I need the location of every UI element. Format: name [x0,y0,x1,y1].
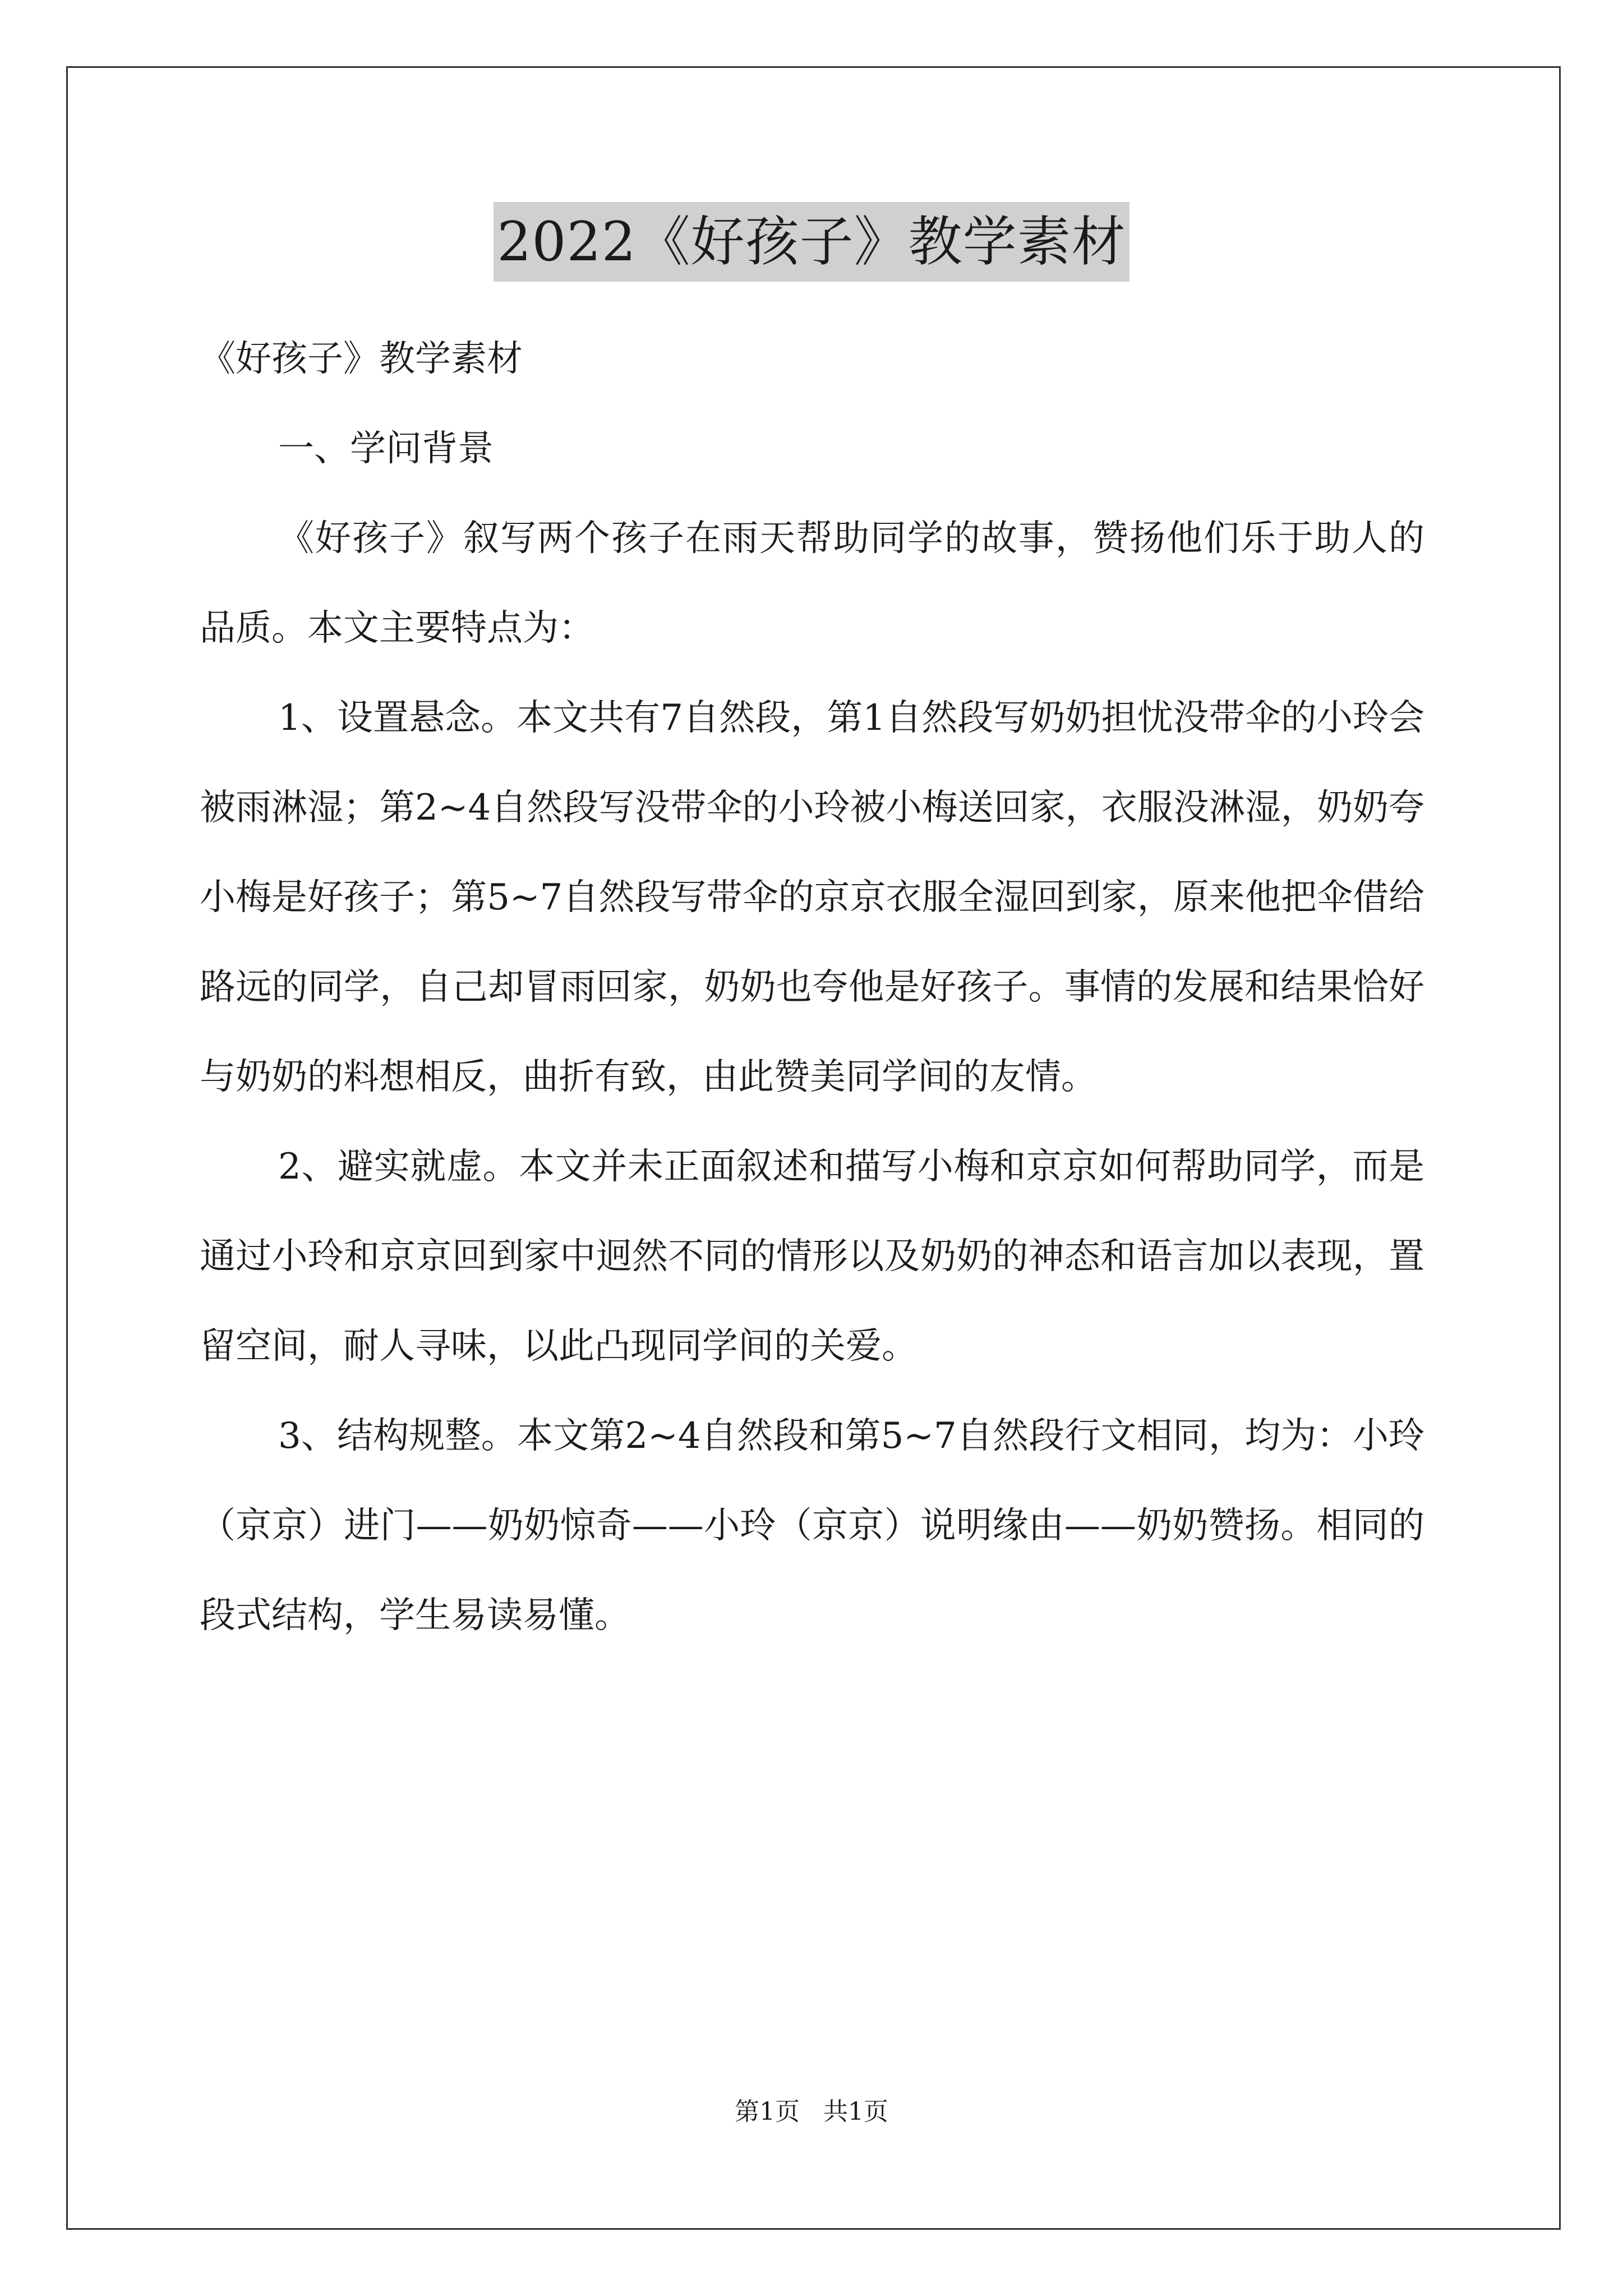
paragraph-point-3: 3、结构规整。本文第2~4自然段和第5~7自然段行文相同，均为：小玲（京京）进门——奶奶惊奇——小玲（京京）说明缘由——奶奶赞扬。相同的段式结构，学生易读易懂。 [200,1415,1424,1636]
document-title: 2022《好孩子》教学素材 [494,202,1129,282]
paragraph-point-1: 1、设置悬念。本文共有7自然段，第1自然段写奶奶担忧没带伞的小玲会被雨淋湿；第2~4自然段写没带伞的小玲被小梅送回家，衣服没淋湿，奶奶夸小梅是好孩子；第5~7自然段写带伞的京京衣服全湿回到家，原来他把伞借给路远的同学，自己却冒雨回家，奶奶也夸他是好孩子。事情的发展和结果恰好与奶奶的料想相反，曲折有致，由此赞美同学间的友情。 [200,697,1424,1098]
title-container [0,202,1623,282]
document-subtitle: 《好孩子》教学素材 [200,338,523,380]
section-heading: 一、学问背景 [278,428,494,470]
page-number-total: 共1页 [823,2097,888,2126]
document-body [200,314,1424,1660]
page-number-current: 第1页 [735,2097,800,2126]
page-footer [0,2095,1623,2129]
paragraph-intro: 《好孩子》叙写两个孩子在雨天帮助同学的故事，赞扬他们乐于助人的品质。本文主要特点为： [200,518,1424,649]
paragraph-point-2: 2、避实就虚。本文并未正面叙述和描写小梅和京京如何帮助同学，而是通过小玲和京京回到家中迥然不同的情形以及奶奶的神态和语言加以表现，置留空间，耐人寻味，以此凸现同学间的关爱。 [200,1146,1424,1367]
